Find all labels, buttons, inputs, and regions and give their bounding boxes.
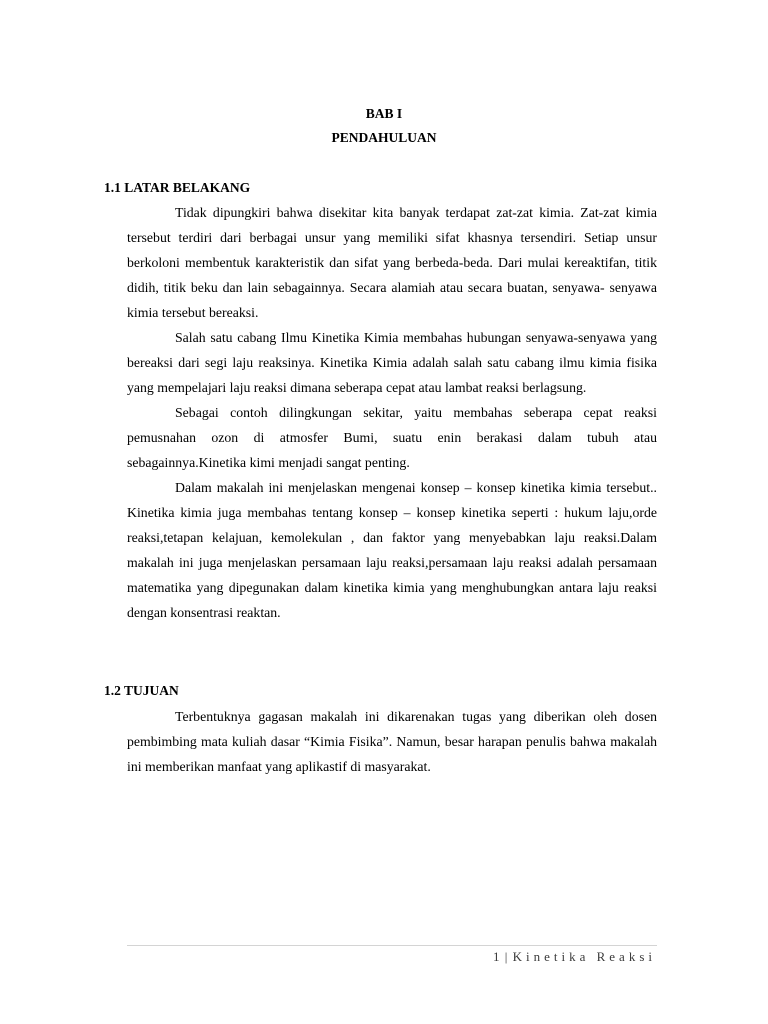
section-heading-tujuan: 1.2 TUJUAN: [104, 683, 179, 698]
section-body-latar-belakang: [127, 200, 657, 625]
paragraph: Salah satu cabang Ilmu Kinetika Kimia membahas hubungan senyawa-senyawa yang bereaksi dari segi laju reaksinya. Kinetika Kimia adalah salah satu cabang ilmu kimia fisika yang mempelajari laju reaksi dimana seberapa cepat atau lambat reaksi berlagsung.: [127, 330, 657, 395]
section-heading-latar-belakang: 1.1 LATAR BELAKANG: [104, 180, 251, 195]
chapter-title: PENDAHULUAN: [331, 130, 437, 145]
paragraph: Terbentuknya gagasan makalah ini dikarenakan tugas yang diberikan oleh dosen pembimbing mata kuliah dasar “Kimia Fisika”. Namun, besar harapan penulis bahwa makalah ini memberikan manfaat yang aplikastif di masyarakat.: [127, 709, 657, 774]
paragraph: Tidak dipungkiri bahwa disekitar kita banyak terdapat zat-zat kimia. Zat-zat kimia tersebut terdiri dari berbagai unsur yang memiliki sifat khasnya tersendiri. Setiap unsur berkoloni membentuk karakteristik dan sifat yang berbeda-beda. Dari mulai kereaktifan, titik didih, titik beku dan lain sebagainnya. Secara alamiah atau secara buatan, senyawa- senyawa kimia tersebut bereaksi.: [127, 205, 657, 320]
section-body-tujuan: [127, 704, 657, 779]
page-footer: [493, 949, 656, 965]
chapter-label: BAB I: [365, 106, 403, 121]
footer-divider: [127, 945, 657, 946]
paragraph: Sebagai contoh dilingkungan sekitar, yaitu membahas seberapa cepat reaksi pemusnahan ozon di atmosfer Bumi, suatu enin berakasi dalam tubuh atau sebagainnya.Kinetika kimi menjadi sangat penting.: [127, 405, 657, 470]
running-title: Kinetika Reaksi: [512, 949, 656, 964]
page-number: 1 |: [492, 949, 513, 964]
paragraph: Dalam makalah ini menjelaskan mengenai konsep – konsep kinetika kimia tersebut.. Kinetika kimia juga membahas tentang konsep – konsep kinetika seperti : hukum laju,orde reaksi,tetapan kelajuan, kemolekulan , dan faktor yang menyebabkan laju reaksi.Dalam makalah ini juga menjelaskan persamaan laju reaksi,persamaan laju reaksi adalah persamaan matematika yang dipegunakan dalam kinetika kimia yang menghubungkan antara laju reaksi dengan konsentrasi reaktan.: [127, 480, 657, 620]
